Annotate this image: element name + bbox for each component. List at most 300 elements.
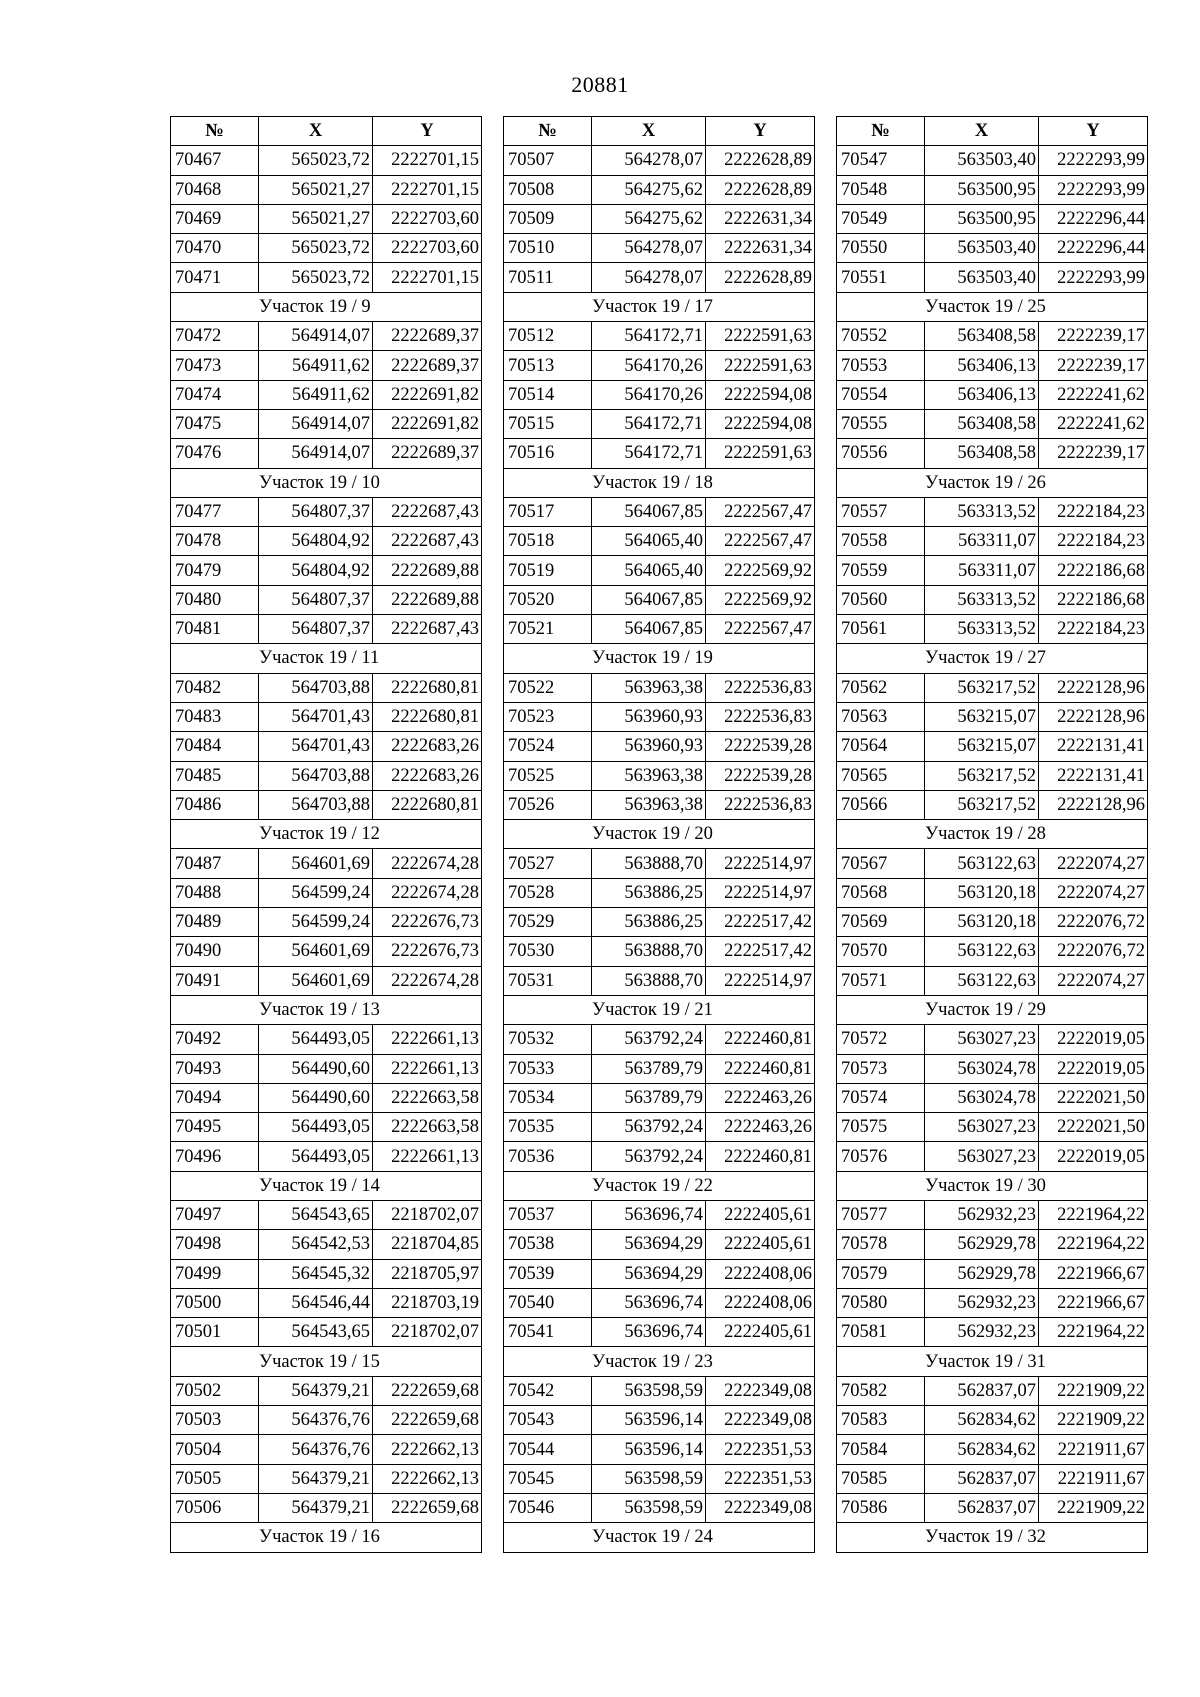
y-coordinate: 2222074,27 <box>1039 878 1148 907</box>
table-row <box>504 497 815 526</box>
point-number: 70504 <box>171 1435 259 1464</box>
y-coordinate: 2222594,08 <box>706 380 815 409</box>
table-row <box>837 1054 1148 1083</box>
y-coordinate: 2222631,34 <box>706 234 815 263</box>
y-coordinate: 2222184,23 <box>1039 615 1148 644</box>
x-coordinate: 563122,63 <box>925 966 1039 995</box>
x-coordinate: 564914,07 <box>259 409 373 438</box>
table-row <box>504 263 815 292</box>
y-coordinate: 2222628,89 <box>706 175 815 204</box>
y-coordinate: 2222539,28 <box>706 761 815 790</box>
point-number: 70562 <box>837 673 925 702</box>
x-coordinate: 564379,21 <box>259 1464 373 1493</box>
y-coordinate: 2222296,44 <box>1039 234 1148 263</box>
x-coordinate: 563217,52 <box>925 761 1039 790</box>
x-coordinate: 564703,88 <box>259 761 373 790</box>
section-row <box>837 820 1148 849</box>
header-number: № <box>837 117 925 146</box>
table-row <box>837 673 1148 702</box>
point-number: 70496 <box>171 1142 259 1171</box>
x-coordinate: 564546,44 <box>259 1288 373 1317</box>
y-coordinate: 2222463,26 <box>706 1113 815 1142</box>
header-number: № <box>504 117 592 146</box>
header-number: № <box>171 117 259 146</box>
x-coordinate: 564542,53 <box>259 1230 373 1259</box>
x-coordinate: 564914,07 <box>259 439 373 468</box>
table-row <box>837 1435 1148 1464</box>
x-coordinate: 563406,13 <box>925 351 1039 380</box>
point-number: 70569 <box>837 908 925 937</box>
point-number: 70580 <box>837 1288 925 1317</box>
point-number: 70480 <box>171 585 259 614</box>
x-coordinate: 564172,71 <box>592 439 706 468</box>
x-coordinate: 564067,85 <box>592 585 706 614</box>
x-coordinate: 564376,76 <box>259 1406 373 1435</box>
y-coordinate: 2221964,22 <box>1039 1230 1148 1259</box>
table-row <box>837 439 1148 468</box>
point-number: 70540 <box>504 1288 592 1317</box>
table-row <box>504 556 815 585</box>
y-coordinate: 2222628,89 <box>706 263 815 292</box>
point-number: 70476 <box>171 439 259 468</box>
x-coordinate: 564275,62 <box>592 175 706 204</box>
y-coordinate: 2221909,22 <box>1039 1376 1148 1405</box>
y-coordinate: 2222691,82 <box>373 380 482 409</box>
x-coordinate: 563963,38 <box>592 673 706 702</box>
table-row <box>837 966 1148 995</box>
table-row <box>171 732 482 761</box>
y-coordinate: 2218705,97 <box>373 1259 482 1288</box>
table-row <box>171 1200 482 1229</box>
table-row <box>837 234 1148 263</box>
x-coordinate: 563027,23 <box>925 1025 1039 1054</box>
table-row <box>171 439 482 468</box>
x-coordinate: 564065,40 <box>592 527 706 556</box>
point-number: 70572 <box>837 1025 925 1054</box>
table-row <box>837 556 1148 585</box>
x-coordinate: 563694,29 <box>592 1259 706 1288</box>
y-coordinate: 2222659,68 <box>373 1406 482 1435</box>
table-row <box>171 175 482 204</box>
point-number: 70578 <box>837 1230 925 1259</box>
point-number: 70538 <box>504 1230 592 1259</box>
x-coordinate: 562932,23 <box>925 1288 1039 1317</box>
section-label: Участок 19 / 11 <box>171 644 482 673</box>
x-coordinate: 564170,26 <box>592 380 706 409</box>
point-number: 70577 <box>837 1200 925 1229</box>
point-number: 70552 <box>837 322 925 351</box>
x-coordinate: 564543,65 <box>259 1318 373 1347</box>
point-number: 70517 <box>504 497 592 526</box>
section-label: Участок 19 / 10 <box>171 468 482 497</box>
table-row <box>171 263 482 292</box>
y-coordinate: 2222674,28 <box>373 966 482 995</box>
y-coordinate: 2222662,13 <box>373 1464 482 1493</box>
x-coordinate: 564807,37 <box>259 585 373 614</box>
y-coordinate: 2222631,34 <box>706 204 815 233</box>
table-row <box>837 380 1148 409</box>
x-coordinate: 562932,23 <box>925 1200 1039 1229</box>
y-coordinate: 2222514,97 <box>706 878 815 907</box>
x-coordinate: 563217,52 <box>925 790 1039 819</box>
point-number: 70547 <box>837 146 925 175</box>
y-coordinate: 2222463,26 <box>706 1083 815 1112</box>
y-coordinate: 2222019,05 <box>1039 1142 1148 1171</box>
y-coordinate: 2222349,08 <box>706 1493 815 1522</box>
table-row <box>171 1054 482 1083</box>
section-row <box>837 995 1148 1024</box>
y-coordinate: 2222408,06 <box>706 1288 815 1317</box>
table-row <box>504 761 815 790</box>
x-coordinate: 563596,14 <box>592 1435 706 1464</box>
table-row <box>837 1464 1148 1493</box>
table-row <box>171 1406 482 1435</box>
table-row <box>837 263 1148 292</box>
section-row <box>837 1523 1148 1552</box>
section-label: Участок 19 / 9 <box>171 292 482 321</box>
section-label: Участок 19 / 18 <box>504 468 815 497</box>
point-number: 70485 <box>171 761 259 790</box>
table-row <box>837 732 1148 761</box>
section-row <box>171 1347 482 1376</box>
x-coordinate: 563313,52 <box>925 615 1039 644</box>
x-coordinate: 563960,93 <box>592 732 706 761</box>
section-row <box>837 468 1148 497</box>
y-coordinate: 2222567,47 <box>706 497 815 526</box>
table-row <box>837 497 1148 526</box>
y-coordinate: 2222591,63 <box>706 439 815 468</box>
point-number: 70484 <box>171 732 259 761</box>
x-coordinate: 563120,18 <box>925 878 1039 907</box>
table-row <box>504 527 815 556</box>
y-coordinate: 2222349,08 <box>706 1376 815 1405</box>
table-row <box>171 1376 482 1405</box>
point-number: 70524 <box>504 732 592 761</box>
y-coordinate: 2222131,41 <box>1039 761 1148 790</box>
x-coordinate: 564601,69 <box>259 937 373 966</box>
x-coordinate: 563120,18 <box>925 908 1039 937</box>
table-row <box>171 497 482 526</box>
x-coordinate: 563313,52 <box>925 585 1039 614</box>
table-row <box>837 146 1148 175</box>
x-coordinate: 564807,37 <box>259 615 373 644</box>
point-number: 70471 <box>171 263 259 292</box>
y-coordinate: 2222536,83 <box>706 702 815 731</box>
y-coordinate: 2222591,63 <box>706 351 815 380</box>
point-number: 70576 <box>837 1142 925 1171</box>
y-coordinate: 2222661,13 <box>373 1025 482 1054</box>
point-number: 70482 <box>171 673 259 702</box>
y-coordinate: 2222628,89 <box>706 146 815 175</box>
point-number: 70469 <box>171 204 259 233</box>
x-coordinate: 564379,21 <box>259 1493 373 1522</box>
x-coordinate: 563789,79 <box>592 1083 706 1112</box>
y-coordinate: 2218704,85 <box>373 1230 482 1259</box>
y-coordinate: 2221964,22 <box>1039 1200 1148 1229</box>
section-row <box>504 1347 815 1376</box>
x-coordinate: 564490,60 <box>259 1054 373 1083</box>
table-row <box>837 204 1148 233</box>
x-coordinate: 563888,70 <box>592 966 706 995</box>
point-number: 70545 <box>504 1464 592 1493</box>
section-row <box>171 1523 482 1552</box>
y-coordinate: 2222241,62 <box>1039 409 1148 438</box>
x-coordinate: 563696,74 <box>592 1318 706 1347</box>
header-y: Y <box>373 117 482 146</box>
x-coordinate: 564278,07 <box>592 263 706 292</box>
y-coordinate: 2222536,83 <box>706 790 815 819</box>
table-row <box>837 585 1148 614</box>
x-coordinate: 563960,93 <box>592 702 706 731</box>
x-coordinate: 565021,27 <box>259 175 373 204</box>
point-number: 70516 <box>504 439 592 468</box>
y-coordinate: 2222676,73 <box>373 937 482 966</box>
y-coordinate: 2222701,15 <box>373 146 482 175</box>
point-number: 70561 <box>837 615 925 644</box>
point-number: 70571 <box>837 966 925 995</box>
y-coordinate: 2222405,61 <box>706 1230 815 1259</box>
point-number: 70544 <box>504 1435 592 1464</box>
section-label: Участок 19 / 25 <box>837 292 1148 321</box>
y-coordinate: 2222659,68 <box>373 1493 482 1522</box>
point-number: 70500 <box>171 1288 259 1317</box>
y-coordinate: 2222683,26 <box>373 761 482 790</box>
x-coordinate: 562932,23 <box>925 1318 1039 1347</box>
section-label: Участок 19 / 20 <box>504 820 815 849</box>
table-row <box>171 1025 482 1054</box>
point-number: 70505 <box>171 1464 259 1493</box>
y-coordinate: 2222128,96 <box>1039 702 1148 731</box>
point-number: 70493 <box>171 1054 259 1083</box>
table-row <box>171 1288 482 1317</box>
point-number: 70567 <box>837 849 925 878</box>
point-number: 70515 <box>504 409 592 438</box>
section-label: Участок 19 / 13 <box>171 995 482 1024</box>
coordinates-table-2 <box>503 116 815 1553</box>
x-coordinate: 564804,92 <box>259 556 373 585</box>
x-coordinate: 563027,23 <box>925 1113 1039 1142</box>
y-coordinate: 2222680,81 <box>373 790 482 819</box>
table-header-row <box>171 117 482 146</box>
table-row <box>837 790 1148 819</box>
x-coordinate: 563886,25 <box>592 878 706 907</box>
x-coordinate: 563313,52 <box>925 497 1039 526</box>
y-coordinate: 2222021,50 <box>1039 1113 1148 1142</box>
table-row <box>837 1142 1148 1171</box>
x-coordinate: 563886,25 <box>592 908 706 937</box>
point-number: 70554 <box>837 380 925 409</box>
section-label: Участок 19 / 19 <box>504 644 815 673</box>
x-coordinate: 563696,74 <box>592 1288 706 1317</box>
point-number: 70575 <box>837 1113 925 1142</box>
x-coordinate: 564911,62 <box>259 351 373 380</box>
table-row <box>504 234 815 263</box>
point-number: 70514 <box>504 380 592 409</box>
table-row <box>837 761 1148 790</box>
section-row <box>504 1523 815 1552</box>
x-coordinate: 564376,76 <box>259 1435 373 1464</box>
y-coordinate: 2222019,05 <box>1039 1054 1148 1083</box>
table-row <box>504 908 815 937</box>
point-number: 70510 <box>504 234 592 263</box>
x-coordinate: 564172,71 <box>592 409 706 438</box>
point-number: 70551 <box>837 263 925 292</box>
point-number: 70548 <box>837 175 925 204</box>
y-coordinate: 2222687,43 <box>373 497 482 526</box>
table-row <box>171 908 482 937</box>
point-number: 70521 <box>504 615 592 644</box>
x-coordinate: 563122,63 <box>925 937 1039 966</box>
y-coordinate: 2222076,72 <box>1039 937 1148 966</box>
section-row <box>837 644 1148 673</box>
y-coordinate: 2222536,83 <box>706 673 815 702</box>
table-row <box>504 1493 815 1522</box>
point-number: 70553 <box>837 351 925 380</box>
table-row <box>837 322 1148 351</box>
y-coordinate: 2222701,15 <box>373 175 482 204</box>
y-coordinate: 2222662,13 <box>373 1435 482 1464</box>
y-coordinate: 2222687,43 <box>373 527 482 556</box>
section-row <box>837 1171 1148 1200</box>
point-number: 70519 <box>504 556 592 585</box>
x-coordinate: 563792,24 <box>592 1142 706 1171</box>
y-coordinate: 2222661,13 <box>373 1054 482 1083</box>
table-row <box>837 1318 1148 1347</box>
table-row <box>171 1435 482 1464</box>
point-number: 70565 <box>837 761 925 790</box>
x-coordinate: 563963,38 <box>592 790 706 819</box>
section-row <box>504 292 815 321</box>
table-row <box>504 146 815 175</box>
table-row <box>837 615 1148 644</box>
y-coordinate: 2218702,07 <box>373 1318 482 1347</box>
y-coordinate: 2222689,88 <box>373 556 482 585</box>
point-number: 70503 <box>171 1406 259 1435</box>
point-number: 70586 <box>837 1493 925 1522</box>
table-row <box>171 234 482 263</box>
x-coordinate: 562929,78 <box>925 1230 1039 1259</box>
point-number: 70481 <box>171 615 259 644</box>
section-row <box>504 820 815 849</box>
x-coordinate: 563792,24 <box>592 1113 706 1142</box>
x-coordinate: 563311,07 <box>925 527 1039 556</box>
point-number: 70468 <box>171 175 259 204</box>
table-row <box>504 1054 815 1083</box>
table-row <box>171 1318 482 1347</box>
x-coordinate: 563503,40 <box>925 263 1039 292</box>
table-row <box>504 1230 815 1259</box>
y-coordinate: 2221966,67 <box>1039 1288 1148 1317</box>
y-coordinate: 2222186,68 <box>1039 556 1148 585</box>
table-row <box>504 1113 815 1142</box>
point-number: 70549 <box>837 204 925 233</box>
x-coordinate: 562834,62 <box>925 1435 1039 1464</box>
table-row <box>837 1230 1148 1259</box>
table-row <box>837 1083 1148 1112</box>
y-coordinate: 2222296,44 <box>1039 204 1148 233</box>
point-number: 70557 <box>837 497 925 526</box>
x-coordinate: 563408,58 <box>925 322 1039 351</box>
coordinates-table-1 <box>170 116 482 1553</box>
point-number: 70583 <box>837 1406 925 1435</box>
y-coordinate: 2222128,96 <box>1039 673 1148 702</box>
y-coordinate: 2221909,22 <box>1039 1406 1148 1435</box>
point-number: 70497 <box>171 1200 259 1229</box>
x-coordinate: 563598,59 <box>592 1376 706 1405</box>
table-row <box>171 1464 482 1493</box>
x-coordinate: 564490,60 <box>259 1083 373 1112</box>
table-row <box>171 1113 482 1142</box>
x-coordinate: 564067,85 <box>592 497 706 526</box>
y-coordinate: 2222517,42 <box>706 908 815 937</box>
x-coordinate: 563503,40 <box>925 146 1039 175</box>
header-y: Y <box>706 117 815 146</box>
point-number: 70541 <box>504 1318 592 1347</box>
point-number: 70518 <box>504 527 592 556</box>
x-coordinate: 563789,79 <box>592 1054 706 1083</box>
table-row <box>171 1083 482 1112</box>
point-number: 70526 <box>504 790 592 819</box>
x-coordinate: 564701,43 <box>259 702 373 731</box>
table-row <box>504 702 815 731</box>
section-label: Участок 19 / 27 <box>837 644 1148 673</box>
table-row <box>837 1376 1148 1405</box>
section-label: Участок 19 / 26 <box>837 468 1148 497</box>
x-coordinate: 565021,27 <box>259 204 373 233</box>
point-number: 70494 <box>171 1083 259 1112</box>
point-number: 70522 <box>504 673 592 702</box>
point-number: 70478 <box>171 527 259 556</box>
point-number: 70530 <box>504 937 592 966</box>
y-coordinate: 2222517,42 <box>706 937 815 966</box>
table-row <box>504 1259 815 1288</box>
y-coordinate: 2222674,28 <box>373 849 482 878</box>
point-number: 70536 <box>504 1142 592 1171</box>
x-coordinate: 564493,05 <box>259 1025 373 1054</box>
table-row <box>504 1406 815 1435</box>
x-coordinate: 564493,05 <box>259 1113 373 1142</box>
y-coordinate: 2222184,23 <box>1039 527 1148 556</box>
point-number: 70559 <box>837 556 925 585</box>
table-row <box>837 527 1148 556</box>
table-row <box>504 439 815 468</box>
y-coordinate: 2222460,81 <box>706 1142 815 1171</box>
section-label: Участок 19 / 32 <box>837 1523 1148 1552</box>
y-coordinate: 2221911,67 <box>1039 1464 1148 1493</box>
y-coordinate: 2222405,61 <box>706 1200 815 1229</box>
x-coordinate: 563500,95 <box>925 204 1039 233</box>
y-coordinate: 2222514,97 <box>706 849 815 878</box>
point-number: 70499 <box>171 1259 259 1288</box>
point-number: 70527 <box>504 849 592 878</box>
x-coordinate: 565023,72 <box>259 263 373 292</box>
point-number: 70523 <box>504 702 592 731</box>
point-number: 70573 <box>837 1054 925 1083</box>
table-row <box>171 409 482 438</box>
table-row <box>171 1230 482 1259</box>
x-coordinate: 563792,24 <box>592 1025 706 1054</box>
table-row <box>504 1025 815 1054</box>
point-number: 70501 <box>171 1318 259 1347</box>
table-row <box>837 175 1148 204</box>
table-row <box>171 790 482 819</box>
table-row <box>837 849 1148 878</box>
table-row <box>504 1142 815 1171</box>
y-coordinate: 2222293,99 <box>1039 146 1148 175</box>
point-number: 70537 <box>504 1200 592 1229</box>
x-coordinate: 562834,62 <box>925 1406 1039 1435</box>
table-row <box>171 351 482 380</box>
